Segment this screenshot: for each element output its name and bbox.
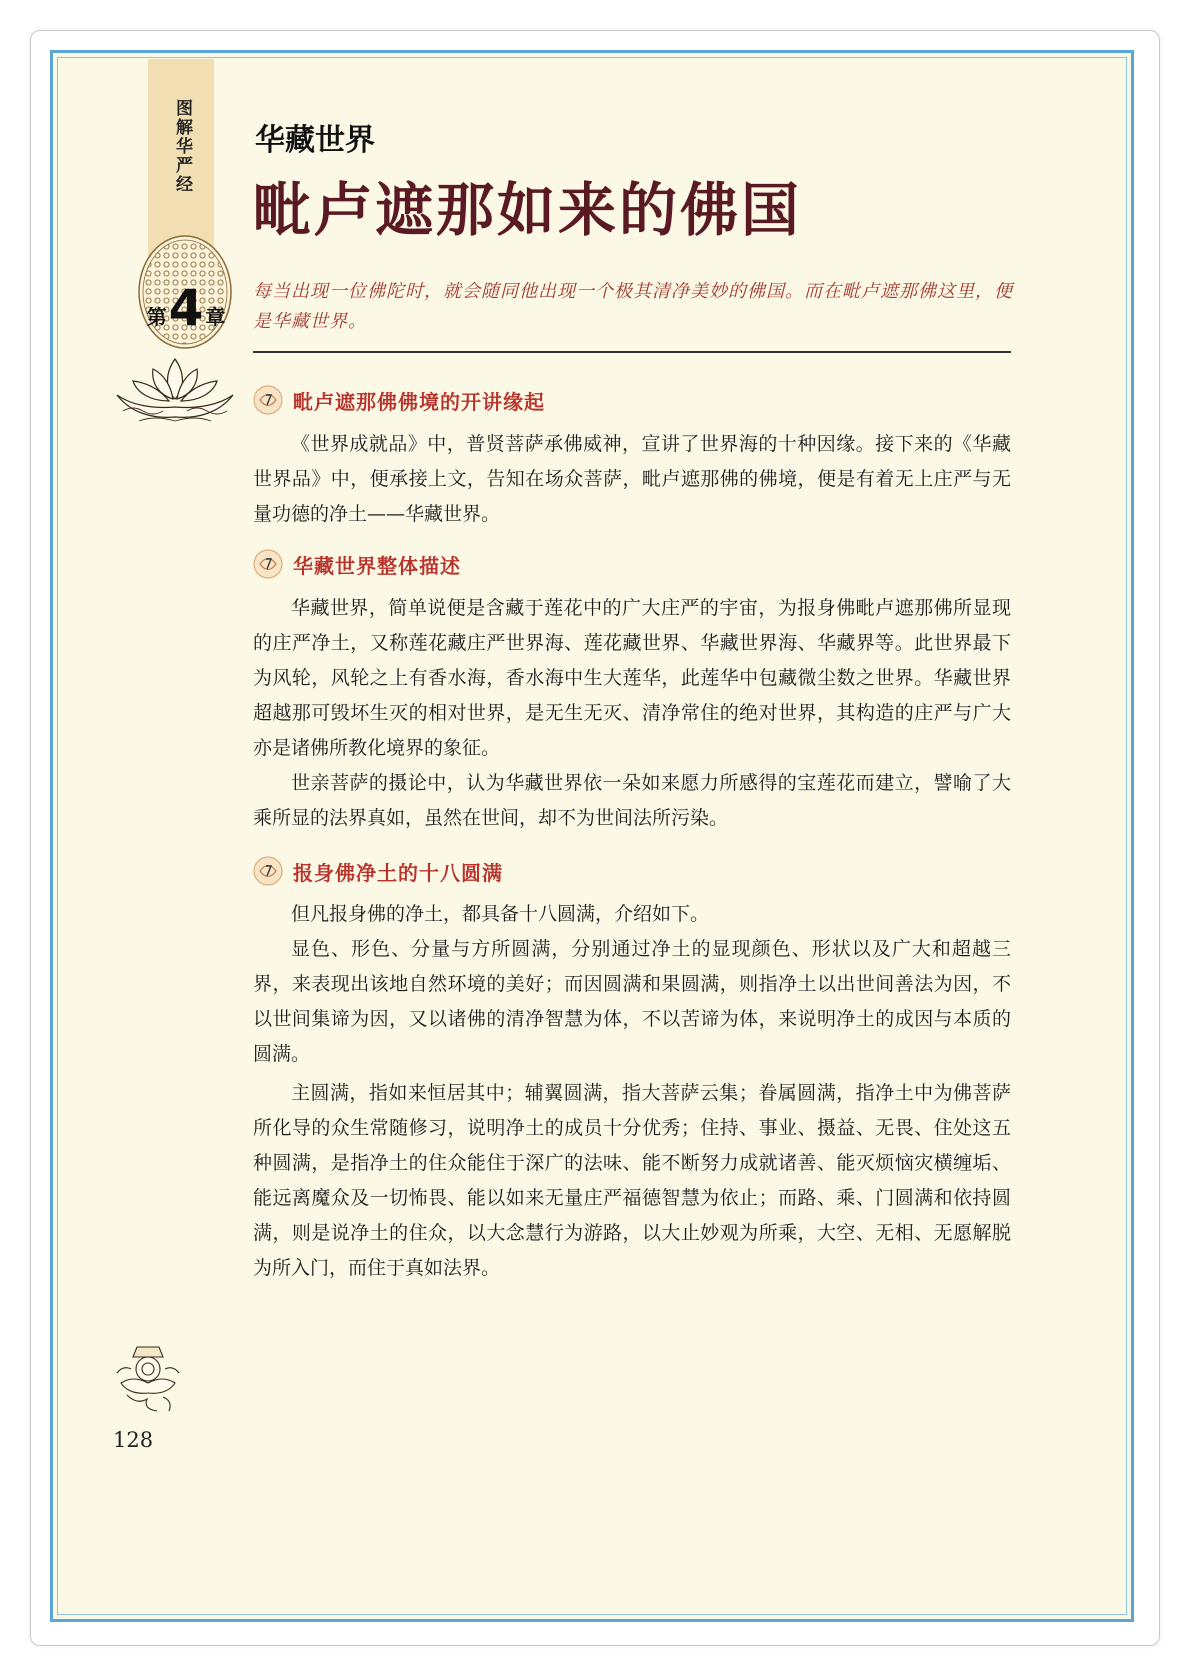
paragraph-3-3: 主圆满，指如来恒居其中；辅翼圆满，指大菩萨云集；眷属圆满，指净土中为佛菩萨所化导的众生常随修习，说明净土的成员十分优秀；住持、事业、摄益、无畏、住处这五种圆满，是指净土的住众能住于深广的法味、能不断努力成就诸善、能灭烦恼灾横缠垢、能远离魔众及一切怖畏、能以如来无量庄严福德智慧为依止；而路、乘、门圆满和依持圆满，则是说净土的住众，以大念慧行为游路，以大止妙观为所乘，大空、无相、无愿解脱为所入门，而住于真如法界。 bbox=[253, 1082, 1011, 1279]
book-page bbox=[50, 50, 1134, 1622]
header-divider bbox=[253, 351, 1011, 353]
swirl-bullet-icon bbox=[251, 383, 285, 417]
section-title-1: 毗卢遮那佛佛境的开讲缘起 bbox=[293, 389, 545, 414]
intro-text: 每当出现一位佛陀时，就会随同他出现一个极其清净美妙的佛国。而在毗卢遮那佛这里，便是华藏世界。 bbox=[253, 281, 1013, 332]
page-number: 128 bbox=[113, 1428, 154, 1452]
header-small-title: 华藏世界 bbox=[255, 123, 375, 158]
chapter-number: 4 bbox=[168, 279, 204, 337]
section-heading-3 bbox=[251, 854, 503, 888]
section-heading-1 bbox=[251, 383, 545, 417]
swirl-bullet-icon bbox=[251, 547, 285, 581]
paragraph-3-1: 但凡报身佛的净土，都具备十八圆满，介绍如下。 bbox=[291, 903, 710, 925]
section-heading-2 bbox=[251, 547, 461, 581]
paragraph-2-2: 世亲菩萨的摄论中，认为华藏世界依一朵如来愿力所感得的宝莲花而建立，譬喻了大乘所显的法界真如，虽然在世间，却不为世间法所污染。 bbox=[253, 772, 1011, 829]
header-main-title: 毗卢遮那如来的佛国 bbox=[253, 176, 803, 244]
chapter-suffix: 章 bbox=[205, 305, 226, 329]
book-side-title: 图解华严经 bbox=[172, 99, 192, 194]
ornament-icon bbox=[113, 1339, 183, 1415]
chapter-label bbox=[137, 279, 235, 337]
section-title-2: 华藏世界整体描述 bbox=[293, 553, 461, 578]
section-title-3: 报身佛净土的十八圆满 bbox=[293, 860, 503, 885]
chapter-prefix: 第 bbox=[146, 305, 167, 329]
paragraph-1-1: 《世界成就品》中，普贤菩萨承佛威神，宣讲了世界海的十种因缘。接下来的《华藏世界品》中，便承接上文，告知在场众菩萨，毗卢遮那佛的佛境，便是有着无上庄严与无量功德的净土——华藏世界。 bbox=[253, 433, 1011, 525]
lotus-icon bbox=[109, 351, 241, 427]
swirl-bullet-icon bbox=[251, 854, 285, 888]
paragraph-2-1: 华藏世界，简单说便是含藏于莲花中的广大庄严的宇宙，为报身佛毗卢遮那佛所显现的庄严净土，又称莲花藏庄严世界海、莲花藏世界、华藏世界海、华藏界等。此世界最下为风轮，风轮之上有香水海，香水海中生大莲华，此莲华中包藏微尘数之世界。华藏世界超越那可毁坏生灭的相对世界，是无生无灭、清净常住的绝对世界，其构造的庄严与广大亦是诸佛所教化境界的象征。 bbox=[253, 597, 1011, 759]
paragraph-3-2: 显色、形色、分量与方所圆满，分别通过净土的显现颜色、形状以及广大和超越三界，来表现出该地自然环境的美好；而因圆满和果圆满，则指净土以出世间善法为因，不以世间集谛为因，又以诸佛的清净智慧为体，不以苦谛为体，来说明净土的成因与本质的圆满。 bbox=[253, 938, 1011, 1065]
